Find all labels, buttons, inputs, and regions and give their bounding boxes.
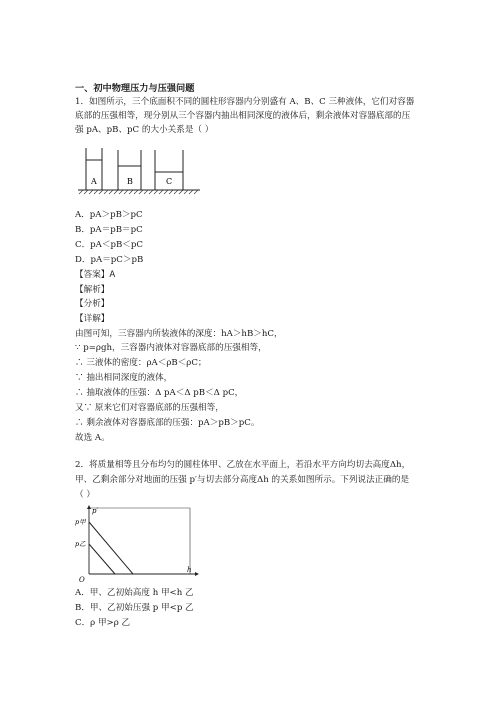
q1-solution-line-1: 由图可知，三容器内所装液体的深度：hA＞hB＞hC， [75, 329, 283, 339]
p-jia-label: p甲 [75, 518, 86, 526]
container-c-label: C [166, 177, 173, 186]
p-yi-label: p乙 [75, 540, 86, 548]
container-a-label: A [91, 177, 97, 186]
q1-solution-line-8: 故选 A。 [75, 433, 110, 443]
q1-option-a: A．pA＞pB＞pC [75, 210, 143, 220]
section-title: 一、初中物理压力与压强问题 [75, 83, 195, 94]
q1-stem-line-3: 强 pA、pB、pC 的大小关系是（ ） [75, 125, 214, 135]
q1-solution-line-5: ∴ 抽取液体的压强：Δ pA＜Δ pB＜Δ pC， [75, 388, 244, 398]
x-axis-label: h [187, 566, 192, 574]
q2-option-c: C．ρ 甲>ρ 乙 [75, 618, 131, 628]
q2-option-b: B．甲、乙初始压强 p 甲<p 乙 [75, 603, 194, 613]
q1-solution-line-7: ∴ 剩余液体对容器底部的压强：pA＞pB＞pC。 [75, 418, 260, 428]
q1-analysis-sub: 【分析】 [75, 299, 110, 309]
q2-pressure-graph [73, 504, 203, 584]
q1-containers-figure [75, 142, 205, 198]
q1-option-b: B．pA＝pB＝pC [75, 225, 143, 235]
q1-answer: 【答案】A [75, 270, 116, 280]
q1-solution-line-6: 又∵ 原来它们对容器底部的压强相等， [75, 403, 224, 413]
q1-analysis-header: 【解析】 [75, 285, 110, 295]
y-axis-label: p′ [92, 507, 99, 515]
line-jia [89, 522, 133, 574]
q2-stem-line-2: 甲、乙剩余部分对地面的压强 p′与切去部分高度Δh 的关系如图所示。下列说法正确的是 [75, 475, 410, 485]
q1-solution-line-2: ∵ p=ρgh，三容器内液体对容器底部的压强相等， [75, 343, 267, 353]
ground-hatching [79, 190, 198, 194]
q1-option-c: C．pA＜pB＜pC [75, 240, 143, 250]
q1-detail-header: 【详解】 [75, 314, 110, 324]
x-axis-arrow [195, 572, 199, 576]
q2-stem-line-1: 2．将质量相等且分布均匀的圆柱体甲、乙放在水平面上，若沿水平方向均切去高度Δh， [75, 460, 411, 470]
q1-option-d: D．pA＝pC＞pB [75, 255, 144, 265]
container-b-label: B [127, 177, 133, 186]
q1-stem-line-1: 1．如图所示，三个底面积不同的圆柱形容器内分别盛有 A、B、C 三种液体，它们对容器 [75, 97, 415, 107]
q1-solution-line-4: ∵ 抽出相同深度的液体， [75, 373, 173, 383]
q2-option-a: A．甲、乙初始高度 h 甲<h 乙 [75, 588, 194, 598]
q1-solution-line-3: ∴ 三液体的密度：ρA＜ρB＜ρC； [75, 358, 207, 368]
q2-stem-line-3: （ ） [75, 490, 95, 500]
q1-stem-line-2: 底部的压强相等，现分别从三个容器内抽出相同深度的液体后，剩余液体对容器底部的压 [75, 111, 411, 121]
origin-label: O [79, 576, 85, 584]
y-axis-arrow [87, 505, 91, 509]
